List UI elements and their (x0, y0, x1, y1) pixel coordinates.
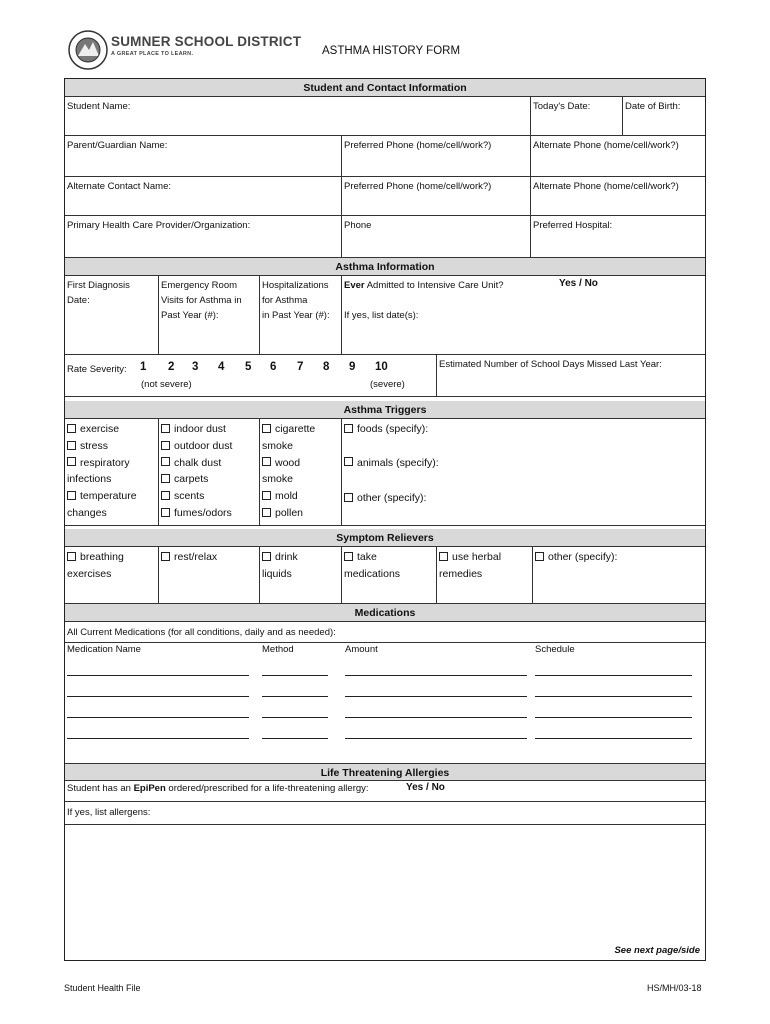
first-diagnosis-label-2: Date: (67, 295, 90, 306)
trigger-exercise-label: exercise (80, 423, 120, 435)
trigger-respiratory[interactable] (67, 455, 156, 472)
reliever-breathing-label: breathing (80, 551, 124, 563)
medications-intro-rule (65, 642, 705, 643)
severity-option-9[interactable]: 9 (349, 361, 356, 373)
temperature-checkbox[interactable] (67, 491, 76, 500)
er-visits-label-2: Visits for Asthma in (161, 295, 242, 306)
trigger-respiratory-label: respiratory (80, 456, 130, 469)
epipen-rule (65, 801, 705, 802)
trigger-indoor-dust[interactable] (161, 421, 257, 438)
reliever-herbal[interactable] (437, 547, 533, 604)
preferred-hospital-label: Preferred Hospital: (533, 220, 613, 231)
icu-field[interactable] (342, 276, 705, 355)
fumes-checkbox[interactable] (161, 508, 170, 517)
trigger-wood[interactable] (262, 455, 339, 472)
section-triggers: Asthma Triggers (65, 401, 705, 419)
trigger-exercise[interactable] (67, 421, 156, 438)
indoor-dust-checkbox[interactable] (161, 424, 170, 433)
trigger-chalk-dust[interactable] (161, 455, 257, 472)
severe-label: (severe) (370, 379, 405, 390)
trigger-stress-label: stress (80, 439, 109, 452)
icu-question (344, 278, 703, 293)
severity-option-2[interactable]: 2 (168, 361, 175, 373)
trigger-temperature[interactable] (67, 488, 156, 505)
alternate-phone-label: Alternate Phone (home/cell/work?) (533, 140, 679, 151)
reliever-breathing[interactable] (65, 547, 159, 604)
trigger-animals-label: animals (specify): (357, 456, 439, 469)
med-col-name: Medication Name (67, 644, 141, 655)
medications-checkbox[interactable] (344, 552, 353, 561)
breathing-checkbox[interactable] (67, 552, 76, 561)
trigger-outdoor-dust-label: outdoor dust (174, 439, 233, 452)
trigger-wood-label: wood (275, 456, 301, 469)
district-name: SUMNER SCHOOL DISTRICT (111, 34, 302, 49)
parent-name-label: Parent/Guardian Name: (67, 140, 168, 151)
footer-right: HS/MH/03-18 (647, 983, 702, 993)
student-name-field[interactable] (65, 97, 531, 136)
severity-option-7[interactable]: 7 (297, 361, 304, 373)
trigger-temperature-label: temperature (80, 490, 137, 503)
epipen-yes-no[interactable]: Yes / No (406, 782, 445, 793)
schedule-input-row-1[interactable] (535, 675, 692, 676)
medication-name-input-row-3[interactable] (67, 717, 249, 718)
trigger-cigarette-label: cigarette (275, 423, 316, 435)
district-logo (68, 30, 108, 70)
alt-contact-preferred-phone-field[interactable] (342, 177, 531, 216)
herbal-checkbox[interactable] (439, 552, 448, 561)
district-tagline: A GREAT PLACE TO LEARN. (111, 51, 194, 57)
alt-contact-alternate-phone-field[interactable] (531, 177, 705, 216)
student-name-label: Student Name: (67, 101, 131, 112)
reliever-drink-label-2: liquids (262, 567, 292, 580)
trigger-other-label: other (specify): (357, 492, 427, 505)
section-asthma-info: Asthma Information (65, 258, 705, 276)
trigger-mold[interactable] (262, 488, 339, 505)
medication-name-input-row-2[interactable] (67, 696, 249, 697)
schedule-input-row-2[interactable] (535, 696, 692, 697)
amount-input-row-2[interactable] (345, 696, 527, 697)
alternate-phone-field[interactable] (531, 136, 705, 177)
severity-option-3[interactable]: 3 (192, 361, 199, 373)
first-diagnosis-label-1: First Diagnosis (67, 280, 130, 291)
date-of-birth-label: Date of Birth: (625, 101, 681, 112)
date-of-birth-field[interactable] (623, 97, 705, 136)
severity-option-5[interactable]: 5 (245, 361, 252, 373)
amount-input-row-4[interactable] (345, 738, 527, 739)
alternate-contact-field[interactable] (65, 177, 342, 216)
preferred-phone-field[interactable] (342, 136, 531, 177)
severity-option-10[interactable]: 10 (375, 361, 388, 373)
first-diagnosis-field[interactable] (65, 276, 159, 355)
trigger-infections-label: infections (67, 473, 112, 486)
medication-name-input-row-1[interactable] (67, 675, 249, 676)
severity-option-6[interactable]: 6 (270, 361, 277, 373)
cigarette-checkbox[interactable] (262, 424, 271, 433)
trigger-stress[interactable] (67, 438, 156, 455)
wood-checkbox[interactable] (262, 457, 271, 466)
severity-option-4[interactable]: 4 (218, 361, 225, 373)
school-days-missed-field[interactable] (437, 355, 705, 397)
reliever-rest[interactable] (159, 547, 260, 604)
other-reliever-checkbox[interactable] (535, 552, 544, 561)
stress-checkbox[interactable] (67, 441, 76, 450)
reliever-drink[interactable] (260, 547, 342, 604)
trigger-outdoor-dust[interactable] (161, 438, 257, 455)
trigger-cigarette-smoke-label: smoke (262, 439, 293, 452)
method-input-row-4[interactable] (262, 738, 328, 739)
icu-question-text: Admitted to Intensive Care Unit? (364, 280, 504, 291)
not-severe-label: (not severe) (141, 379, 192, 390)
epipen-word: EpiPen (133, 783, 166, 794)
reliever-other-label: other (specify): (548, 551, 618, 563)
trigger-fumes-label: fumes/odors (174, 506, 232, 519)
exercise-checkbox[interactable] (67, 424, 76, 433)
trigger-carpets[interactable] (161, 471, 257, 488)
reliever-herbal-label-2: remedies (439, 567, 483, 580)
footer-left: Student Health File (64, 983, 141, 993)
hospitalizations-label-2: for Asthma (262, 295, 308, 306)
section-allergies: Life Threatening Allergies (65, 763, 705, 781)
provider-field[interactable] (65, 216, 342, 258)
reliever-breathing-label-2: exercises (67, 567, 112, 580)
trigger-animals[interactable] (344, 455, 703, 472)
triggers-col-3 (260, 419, 342, 526)
trigger-changes-label: changes (67, 506, 107, 519)
allergens-label: If yes, list allergens: (67, 807, 151, 818)
trigger-pollen[interactable] (262, 505, 339, 522)
icu-ever: Ever (344, 280, 365, 291)
allergens-input[interactable] (65, 825, 705, 937)
reliever-herbal-label: use herbal (452, 551, 502, 563)
med-col-method: Method (262, 644, 294, 655)
parent-name-field[interactable] (65, 136, 342, 177)
er-visits-label-1: Emergency Room (161, 280, 238, 291)
hospitalizations-label-3: in Past Year (#): (262, 310, 330, 321)
rest-checkbox[interactable] (161, 552, 170, 561)
icu-dates-label: If yes, list date(s): (344, 310, 419, 321)
other-trigger-checkbox[interactable] (344, 493, 353, 502)
epipen-pre: Student has an (67, 783, 134, 794)
section-relievers: Symptom Relievers (65, 529, 705, 547)
trigger-scents[interactable] (161, 488, 257, 505)
amount-input-row-3[interactable] (345, 717, 527, 718)
trigger-chalk-dust-label: chalk dust (174, 456, 222, 469)
schedule-input-row-3[interactable] (535, 717, 692, 718)
triggers-col-1 (65, 419, 159, 526)
trigger-wood-smoke-label: smoke (262, 473, 293, 486)
provider-phone-label: Phone (344, 220, 372, 231)
medication-name-input-row-4[interactable] (67, 738, 249, 739)
trigger-foods-label: foods (specify): (357, 423, 429, 435)
animals-checkbox[interactable] (344, 457, 353, 466)
amount-input-row-1[interactable] (345, 675, 527, 676)
er-visits-label-3: Past Year (#): (161, 310, 219, 321)
method-input-row-3[interactable] (262, 717, 328, 718)
method-input-row-1[interactable] (262, 675, 328, 676)
severity-option-1[interactable]: 1 (140, 361, 147, 373)
reliever-medications-label-2: medications (344, 567, 401, 580)
alternate-contact-label: Alternate Contact Name: (67, 181, 172, 192)
med-col-amount: Amount (345, 644, 378, 655)
preferred-phone-label: Preferred Phone (home/cell/work?) (344, 140, 492, 151)
icu-yes-no[interactable]: Yes / No (559, 278, 598, 289)
preferred-hospital-field[interactable] (531, 216, 705, 258)
mold-checkbox[interactable] (262, 491, 271, 500)
section-student-contact: Student and Contact Information (65, 79, 705, 97)
provider-phone-field[interactable] (342, 216, 531, 258)
med-col-schedule: Schedule (535, 644, 575, 655)
hospitalizations-field[interactable] (260, 276, 342, 355)
epipen-post: ordered/prescribed for a life-threatening allergy: (165, 783, 369, 794)
trigger-pollen-label: pollen (275, 506, 304, 519)
severity-option-8[interactable]: 8 (323, 361, 330, 373)
todays-date-label: Today's Date: (533, 101, 591, 112)
asthma-form (64, 78, 706, 961)
drink-checkbox[interactable] (262, 552, 271, 561)
triggers-col-4 (342, 419, 705, 526)
reliever-medications[interactable] (342, 547, 437, 604)
chalk-dust-checkbox[interactable] (161, 457, 170, 466)
pollen-checkbox[interactable] (262, 508, 271, 517)
alt-contact-alternate-phone-label: Alternate Phone (home/cell/work?) (533, 181, 679, 192)
hospitalizations-label-1: Hospitalizations (262, 280, 329, 291)
trigger-foods[interactable] (344, 421, 703, 438)
trigger-carpets-label: carpets (174, 473, 209, 486)
see-next-page: See next page/side (614, 945, 700, 956)
section-medications: Medications (65, 604, 705, 622)
medications-intro: All Current Medications (for all conditions, daily and as needed): (67, 627, 336, 638)
schedule-input-row-4[interactable] (535, 738, 692, 739)
trigger-fumes[interactable] (161, 505, 257, 522)
carpets-checkbox[interactable] (161, 474, 170, 483)
provider-label: Primary Health Care Provider/Organization: (67, 220, 251, 231)
epipen-question (67, 783, 369, 794)
foods-checkbox[interactable] (344, 424, 353, 433)
trigger-scents-label: scents (174, 490, 205, 503)
trigger-indoor-dust-label: indoor dust (174, 423, 226, 435)
reliever-other[interactable] (533, 547, 705, 604)
reliever-drink-label: drink (275, 551, 298, 563)
todays-date-field[interactable] (531, 97, 623, 136)
respiratory-checkbox[interactable] (67, 457, 76, 466)
reliever-medications-label: take (357, 551, 377, 563)
reliever-rest-label: rest/relax (174, 551, 218, 563)
form-title: ASTHMA HISTORY FORM (322, 45, 461, 57)
outdoor-dust-checkbox[interactable] (161, 441, 170, 450)
alt-contact-preferred-phone-label: Preferred Phone (home/cell/work?) (344, 181, 492, 192)
er-visits-field[interactable] (159, 276, 260, 355)
trigger-cigarette[interactable] (262, 421, 339, 438)
trigger-mold-label: mold (275, 490, 298, 503)
rate-severity-label: Rate Severity: (67, 364, 127, 375)
method-input-row-2[interactable] (262, 696, 328, 697)
school-days-missed-label: Estimated Number of School Days Missed Last Year: (439, 359, 662, 370)
trigger-other[interactable] (344, 490, 703, 507)
scents-checkbox[interactable] (161, 491, 170, 500)
triggers-col-2 (159, 419, 260, 526)
